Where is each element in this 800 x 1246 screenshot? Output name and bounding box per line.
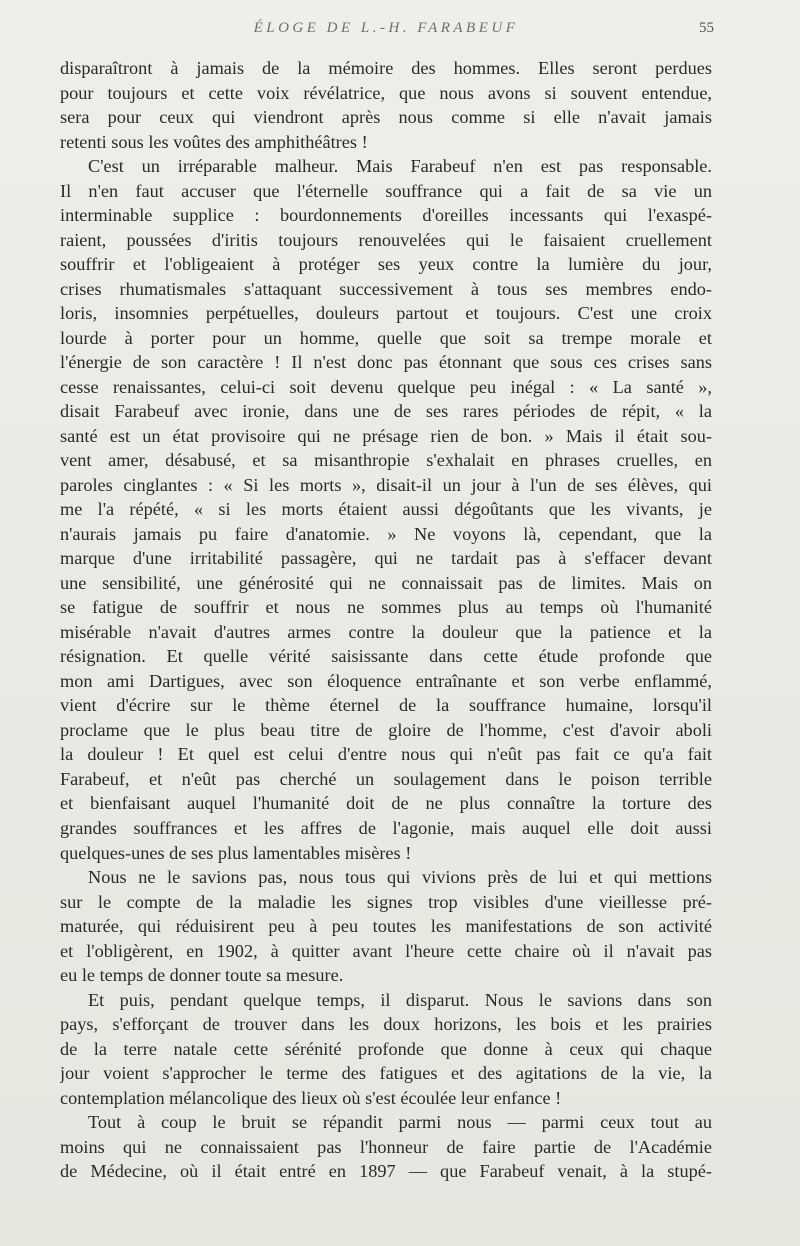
paragraph bbox=[60, 56, 712, 154]
paragraph bbox=[60, 154, 712, 865]
text-line: mon ami Dartigues, avec son éloquence entraînante et son verbe enflammé, bbox=[60, 670, 712, 691]
text-line: contemplation mélancolique des lieux où s'est écoulée leur enfance ! bbox=[60, 1087, 562, 1108]
text-line: misérable n'avait d'autres armes contre la douleur que la patience et la bbox=[60, 621, 712, 642]
text-line: l'énergie de son caractère ! Il n'est donc pas étonnant que sous ces crises sans bbox=[60, 352, 712, 373]
running-header bbox=[60, 20, 712, 44]
text-line: de Médecine, où il était entré en 1897 — que Farabeuf venait, à la stupé- bbox=[60, 1161, 712, 1182]
text-line: souffrir et l'obligeaient à protéger ses yeux contre la lumière du jour, bbox=[60, 254, 712, 275]
text-line: retenti sous les voûtes des amphithéâtres ! bbox=[60, 131, 368, 152]
paragraph bbox=[60, 865, 712, 988]
text-line: paroles cinglantes : « Si les morts », disait-il un jour à l'un de ses élèves, qui bbox=[60, 474, 712, 495]
text-line: disait Farabeuf avec ironie, dans une de ses rares périodes de répit, « la bbox=[60, 401, 712, 422]
paragraph bbox=[60, 1110, 712, 1184]
text-line: sera pour ceux qui viendront après nous comme si elle n'avait jamais bbox=[60, 107, 712, 128]
text-line: raient, poussées d'iritis toujours renouvelées qui le faisaient cruellement bbox=[60, 229, 712, 250]
text-line: Et puis, pendant quelque temps, il disparut. Nous le savions dans son bbox=[88, 989, 712, 1010]
text-line: vent amer, désabusé, et sa misanthropie s'exhalait en phrases cruelles, en bbox=[60, 450, 712, 471]
text-line: eu le temps de donner toute sa mesure. bbox=[60, 965, 344, 986]
text-line: n'aurais jamais pu faire d'anatomie. » Ne voyons là, cependant, que la bbox=[60, 523, 712, 544]
text-line: se fatigue de souffrir et nous ne sommes plus au temps où l'humanité bbox=[60, 597, 712, 618]
page-number: 55 bbox=[699, 20, 714, 36]
text-line: et l'obligèrent, en 1902, à quitter avant l'heure cette chaire où il n'avait pas bbox=[60, 940, 712, 961]
text-line: moins qui ne connaissaient pas l'honneur de faire partie de l'Académie bbox=[60, 1136, 712, 1157]
text-line: loris, insomnies perpétuelles, douleurs partout et toujours. C'est une croix bbox=[60, 303, 712, 324]
text-line: Nous ne le savions pas, nous tous qui vivions près de lui et qui mettions bbox=[88, 867, 712, 888]
text-line: vient d'écrire sur le thème éternel de la souffrance humaine, lorsqu'il bbox=[60, 695, 712, 716]
text-line: Il n'en faut accuser que l'éternelle souffrance qui a fait de sa vie un bbox=[60, 180, 712, 201]
text-line: lourde à porter pour un homme, quelle que soit sa trempe morale et bbox=[60, 327, 712, 348]
running-title: ÉLOGE DE L.-H. FARABEUF bbox=[253, 20, 519, 36]
text-line: sur le compte de la maladie les signes trop visibles d'une vieillesse pré- bbox=[60, 891, 712, 912]
text-line: la douleur ! Et quel est celui d'entre nous qui n'eût pas fait ce qu'a fait bbox=[60, 744, 712, 765]
text-line: interminable supplice : bourdonnements d'oreilles incessants qui l'exaspé- bbox=[60, 205, 712, 226]
text-line: C'est un irréparable malheur. Mais Farabeuf n'en est pas responsable. bbox=[88, 156, 712, 177]
paragraph bbox=[60, 988, 712, 1111]
text-line: disparaîtront à jamais de la mémoire des hommes. Elles seront perdues bbox=[60, 58, 712, 78]
text-line: pour toujours et cette voix révélatrice, que nous avons si souvent entendue, bbox=[60, 82, 712, 103]
text-line: et bienfaisant auquel l'humanité doit de ne plus connaître la torture des bbox=[60, 793, 712, 814]
text-line: pays, s'efforçant de trouver dans les doux horizons, les bois et les prairies bbox=[60, 1014, 712, 1035]
text-line: crises rhumatismales s'attaquant successivement à tous ses membres endo- bbox=[60, 278, 712, 299]
text-line: cesse renaissantes, celui-ci soit devenu quelque peu inégal : « La santé », bbox=[60, 376, 712, 397]
text-line: de la terre natale cette sérénité profonde que donne à ceux qui chaque bbox=[60, 1038, 712, 1059]
body-text bbox=[60, 56, 712, 1184]
text-line: une sensibilité, une générosité qui ne connaissait pas de limites. Mais on bbox=[60, 572, 712, 593]
text-line: proclame que le plus beau titre de gloire de l'homme, c'est d'avoir aboli bbox=[60, 719, 712, 740]
text-line: santé est un état provisoire qui ne présage rien de bon. » Mais il était sou- bbox=[60, 425, 712, 446]
text-line: Tout à coup le bruit se répandit parmi nous — parmi ceux tout au bbox=[88, 1112, 712, 1133]
text-line: Farabeuf, et n'eût pas cherché un soulagement dans le poison terrible bbox=[60, 768, 712, 789]
text-line: grandes souffrances et les affres de l'agonie, mais auquel elle doit aussi bbox=[60, 817, 712, 838]
text-line: jour voient s'approcher le terme des fatigues et des agitations de la vie, la bbox=[60, 1063, 712, 1084]
text-line: résignation. Et quelle vérité saisissante dans cette étude profonde que bbox=[60, 646, 712, 667]
text-line: me l'a répété, « si les morts étaient aussi dégoûtants que les vivants, je bbox=[60, 499, 712, 520]
text-line: quelques-unes de ses plus lamentables misères ! bbox=[60, 842, 412, 863]
text-line: maturée, qui réduisirent peu à peu toutes les manifestations de son activité bbox=[60, 916, 712, 937]
text-line: marque d'une irritabilité passagère, qui ne tardait pas à s'effacer devant bbox=[60, 548, 712, 569]
